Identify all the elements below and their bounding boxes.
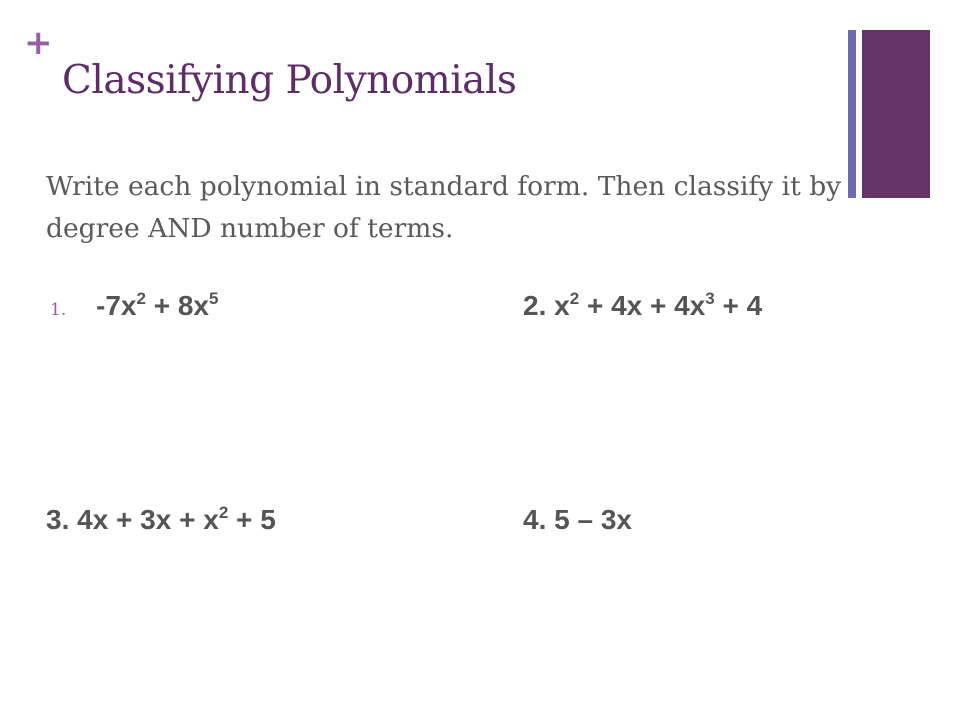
problem-1-exponent: 2	[136, 289, 146, 308]
problem-1-number: 1.	[50, 300, 67, 320]
instructions-text: Write each polynomial in standard form. Then classify it by degree AND number of terms.	[46, 171, 842, 244]
problem-3-exponent: 2	[218, 503, 229, 522]
problem-1-exponent: 5	[209, 289, 219, 308]
problem-4-term: 4. 5 – 3x	[523, 504, 632, 535]
problem-1-term: -7x	[96, 290, 137, 321]
problem-2-exponent: 2	[569, 289, 580, 308]
problem-3-term: 3. 4x + 3x + x	[46, 504, 219, 535]
problem-3	[46, 503, 276, 535]
problem-2-term: + 4x + 4x	[579, 290, 706, 321]
problem-1	[96, 289, 219, 321]
problem-3-term: + 5	[228, 504, 276, 535]
problem-1-term: + 8x	[145, 290, 209, 321]
problem-2-term: 2. x	[523, 290, 570, 321]
problem-4	[523, 506, 632, 534]
problem-2	[523, 289, 763, 321]
slide-title: Classifying Polynomials	[62, 58, 517, 103]
problem-2-exponent: 3	[705, 289, 715, 308]
decorative-bar-thin	[848, 30, 856, 198]
plus-icon: +	[24, 23, 53, 63]
decorative-bar-thick	[862, 30, 930, 198]
problem-2-term: + 4	[714, 290, 763, 321]
